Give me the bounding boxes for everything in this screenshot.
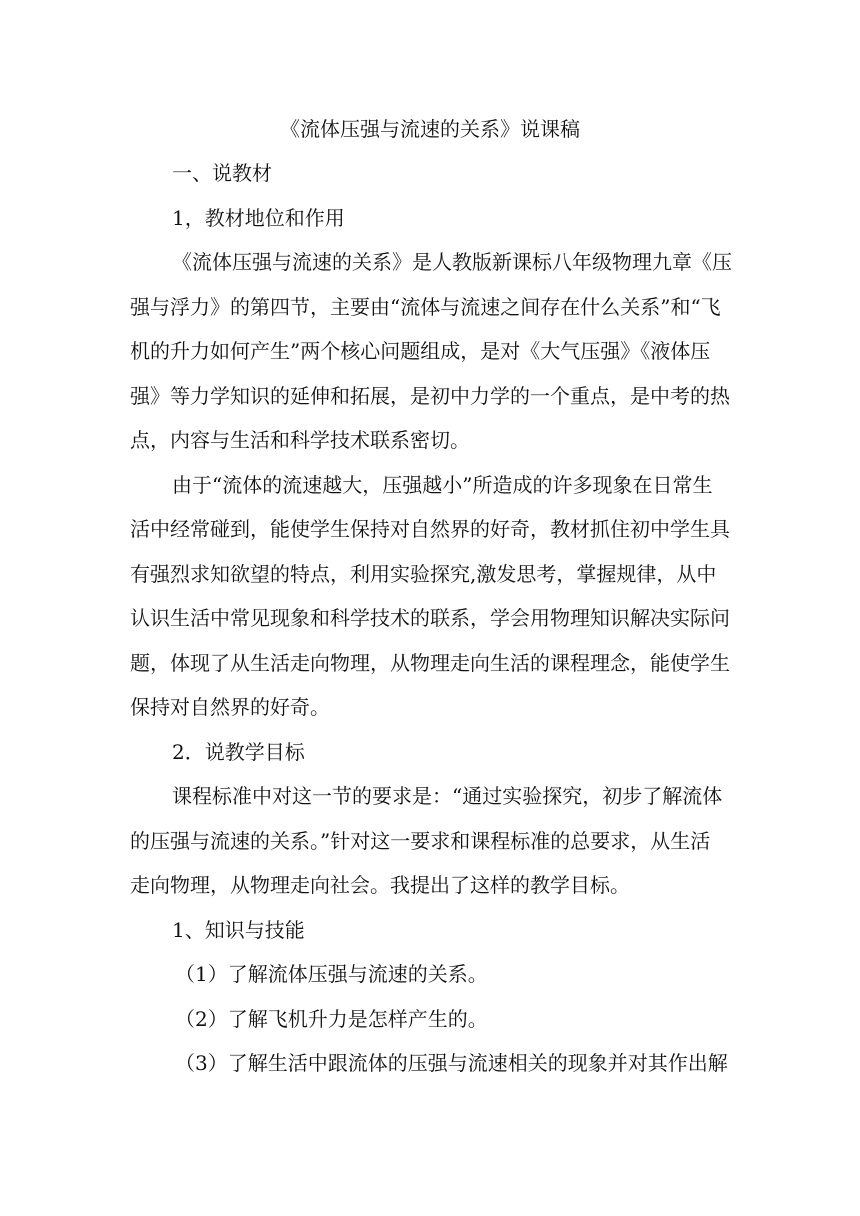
paragraph-line: 保持对自然界的好奇。: [130, 695, 330, 719]
list-item: （3）了解生活中跟流体的压强与流速相关的现象并对其作出解: [175, 1051, 728, 1075]
paragraph-line: 强与浮力》的第四节，主要由“流体与流速之间存在什么关系”和“飞: [130, 295, 721, 319]
paragraph-line: 机的升力如何产生”两个核心问题组成，是对《大气压强》《液体压: [130, 339, 711, 363]
paragraph-line: 课程标准中对这一节的要求是：“通过实验探究，初步了解流体: [172, 784, 723, 808]
subsection-heading-position-and-role: 1，教材地位和作用: [172, 206, 345, 230]
subsection-heading-knowledge-skills: 1、知识与技能: [172, 918, 305, 942]
paragraph-line: 的压强与流速的关系。”针对这一要求和课程标准的总要求，从生活: [130, 829, 711, 853]
list-item: （2）了解飞机升力是怎样产生的。: [175, 1007, 488, 1031]
paragraph-line: 题，体现了从生活走向物理，从物理走向生活的课程理念，能使学生: [130, 651, 730, 675]
document-title: 《流体压强与流速的关系》说课稿: [280, 117, 580, 141]
list-item: （1）了解流体压强与流速的关系。: [175, 962, 488, 986]
paragraph-line: 有强烈求知欲望的特点，利用实验探究,激发思考，掌握规律，从中: [130, 562, 717, 586]
paragraph-line: 认识生活中常见现象和科学技术的联系，学会用物理知识解决实际问: [130, 606, 730, 630]
paragraph-line: 点，内容与生活和科学技术联系密切。: [130, 428, 470, 452]
paragraph-line: 强》等力学知识的延伸和拓展，是初中力学的一个重点，是中考的热: [130, 384, 730, 408]
paragraph-line: 《流体压强与流速的关系》是人教版新课标八年级物理九章《压: [172, 250, 732, 274]
paragraph-line: 由于“流体的流速越大，压强越小”所造成的许多现象在日常生: [172, 473, 713, 497]
paragraph-line: 活中经常碰到，能使学生保持对自然界的好奇，教材抓住初中学生具: [130, 517, 730, 541]
section-heading-teaching-material: 一、说教材: [172, 161, 272, 185]
subsection-heading-teaching-goals: 2．说教学目标: [172, 740, 305, 764]
paragraph-line: 走向物理，从物理走向社会。我提出了这样的教学目标。: [130, 873, 630, 897]
